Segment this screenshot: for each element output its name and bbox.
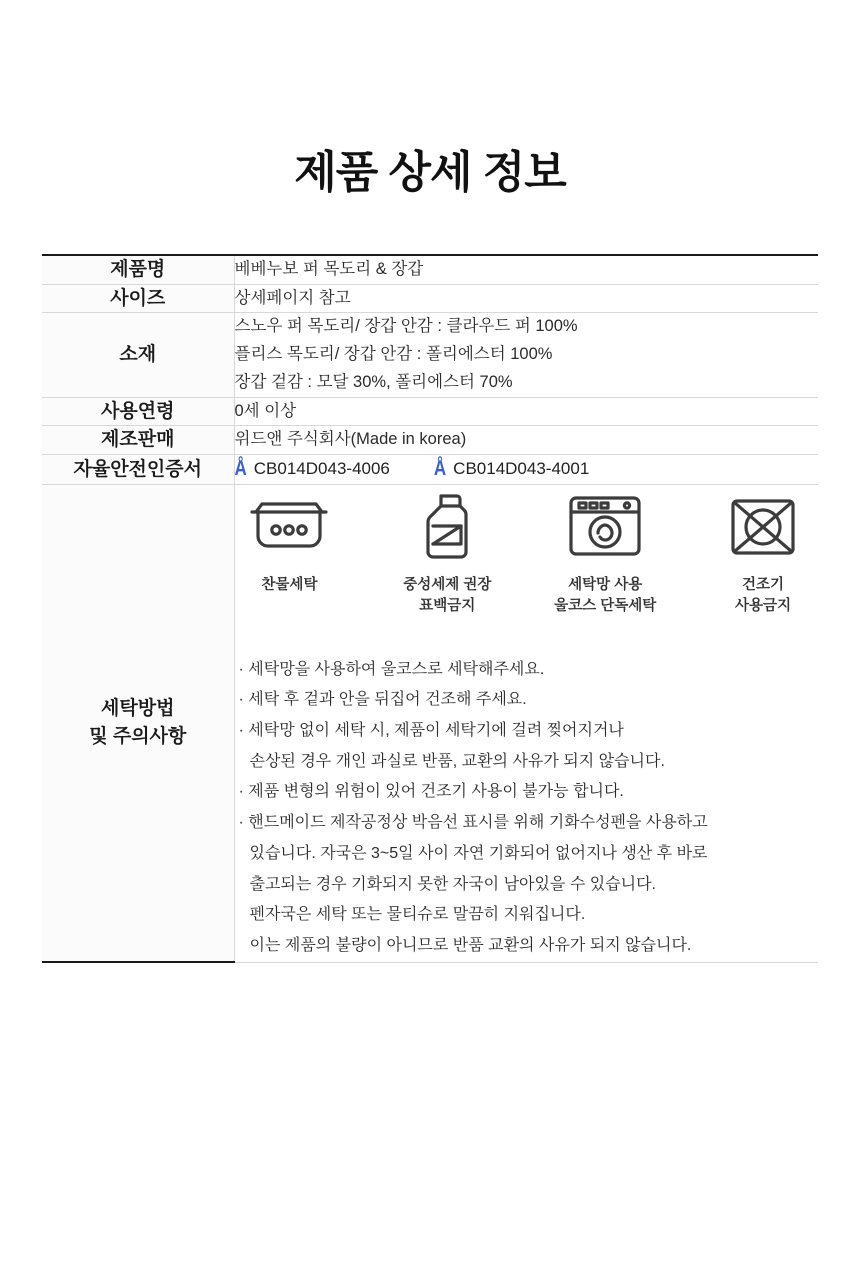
row-value-age: 0세 이상 <box>234 397 818 426</box>
note-line: · 세탁망 없이 세탁 시, 제품이 세탁기에 걸려 찢어지거나 <box>239 716 819 747</box>
row-label-size: 사이즈 <box>42 284 234 313</box>
row-label-manufacturer: 제조판매 <box>42 426 234 455</box>
row-label-material: 소재 <box>42 313 234 397</box>
table-row <box>42 484 818 962</box>
note-line: 펜자국은 세탁 또는 물티슈로 말끔히 지워집니다. <box>249 906 586 924</box>
note-line: 있습니다. 자국은 3~5일 사이 자연 기화되어 없어지나 생산 후 바로 <box>249 844 708 862</box>
note-line: 출고되는 경우 기화되지 못한 자국이 남아있을 수 있습니다. <box>249 875 657 893</box>
row-label-product-name: 제품명 <box>42 255 234 284</box>
row-label-washing <box>42 484 234 962</box>
washing-icon-item <box>550 491 660 617</box>
kc-mark-icon: Å <box>433 456 445 481</box>
material-line-1: 스노우 퍼 목도리/ 장갑 안감 : 클라우드 퍼 100% <box>234 317 578 336</box>
table-row <box>42 313 818 397</box>
row-value-size: 상세페이지 참고 <box>234 284 818 313</box>
certificate-item <box>434 455 589 484</box>
washing-notes-list <box>235 655 819 962</box>
row-label-age: 사용연령 <box>42 397 234 426</box>
laundry-net-machine-icon <box>550 491 660 563</box>
washing-instructions-cell <box>234 484 818 962</box>
certificate-list <box>235 455 819 484</box>
note-line: · 세탁망을 사용하여 울코스로 세탁해주세요. <box>239 655 819 686</box>
note-line: · 제품 변형의 위험이 있어 건조기 사용이 불가능 합니다. <box>239 777 819 808</box>
washing-icon-item <box>708 491 818 617</box>
washing-icon-item <box>392 491 502 617</box>
note-line: · 핸드메이드 제작공정상 박음선 표시를 위해 기화수성펜을 사용하고 <box>239 808 819 839</box>
washing-label-line-1: 세탁방법 <box>101 698 175 720</box>
hand-wash-cold-icon <box>235 491 345 563</box>
product-spec-table <box>42 254 818 963</box>
material-line-2: 플리스 목도리/ 장갑 안감 : 폴리에스터 100% <box>234 345 553 364</box>
table-row <box>42 284 818 313</box>
certificate-number: CB014D043-4006 <box>253 459 390 479</box>
washing-icon-caption: 찬물세탁 <box>261 576 318 593</box>
no-tumble-dry-icon <box>708 491 818 563</box>
no-bleach-detergent-icon <box>392 491 502 563</box>
row-value-safety-certificate <box>234 455 818 485</box>
washing-icon-caption: 중성세제 권장 표백금지 <box>403 576 492 614</box>
page-title: 제품 상세 정보 <box>294 148 566 197</box>
table-row <box>42 426 818 455</box>
note-line: · 세탁 후 겉과 안을 뒤집어 건조해 주세요. <box>239 685 819 716</box>
kc-mark-icon: Å <box>234 456 245 481</box>
row-value-material <box>234 313 818 397</box>
table-row <box>42 397 818 426</box>
washing-icon-item <box>235 491 345 617</box>
certificate-number: CB014D043-4001 <box>453 459 590 479</box>
washing-icon-caption: 건조기 사용금지 <box>735 576 792 614</box>
washing-icon-row <box>235 485 819 621</box>
note-line: 손상된 경우 개인 과실로 반품, 교환의 사유가 되지 않습니다. <box>249 752 665 770</box>
certificate-item <box>235 455 390 484</box>
row-value-manufacturer: 위드앤 주식회사(Made in korea) <box>234 426 818 455</box>
washing-icon-caption: 세탁망 사용 울코스 단독세탁 <box>554 576 657 614</box>
washing-label-line-2: 및 주의사항 <box>89 725 187 747</box>
row-value-product-name: 베베누보 퍼 목도리 & 장갑 <box>234 255 818 284</box>
note-line: 이는 제품의 불량이 아니므로 반품 교환의 사유가 되지 않습니다. <box>249 937 692 955</box>
table-row <box>42 455 818 485</box>
table-row <box>42 255 818 284</box>
material-line-3: 장갑 겉감 : 모달 30%, 폴리에스터 70% <box>234 372 513 391</box>
row-label-safety-certificate: 자율안전인증서 <box>42 455 234 485</box>
